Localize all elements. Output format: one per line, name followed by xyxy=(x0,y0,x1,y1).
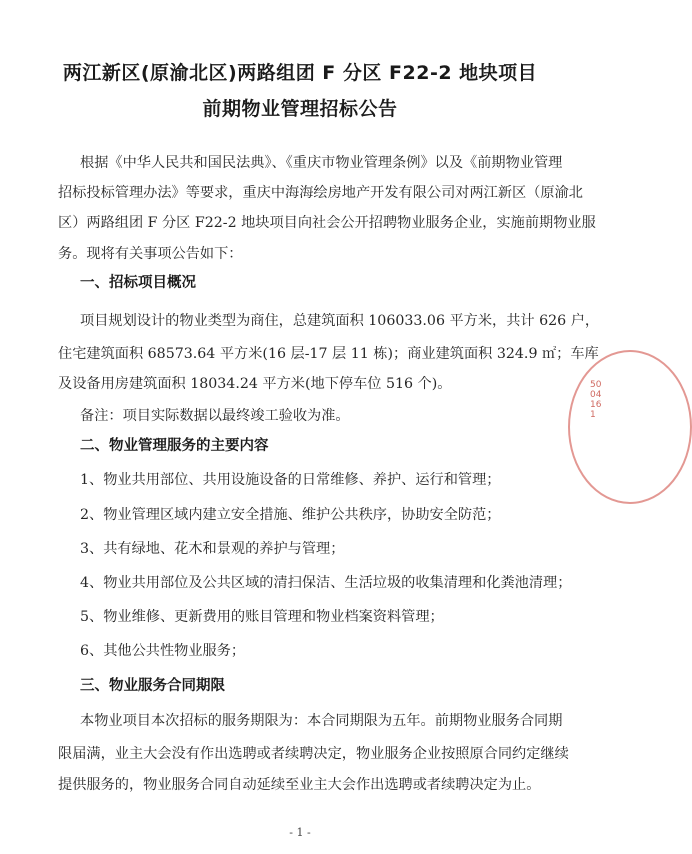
section-1-line-3: 及设备用房建筑面积 18034.24 平方米(地下停车位 516 个)。 xyxy=(58,376,452,392)
seal-stamp xyxy=(568,350,692,504)
section-1-line-1: 项目规划设计的物业类型为商住，总建筑面积 106033.06 平方米，共计 626 户， xyxy=(80,313,600,329)
section-3-line-3: 提供服务的，物业服务合同自动延续至业主大会作出选聘或者续聘决定为止。 xyxy=(58,777,541,793)
seal-stamp-text: 5004161 xyxy=(590,380,602,420)
service-item-2: 2、物业管理区域内建立安全措施、维护公共秩序，协助安全防范； xyxy=(80,507,501,523)
section-1-note: 备注：项目实际数据以最终竣工验收为准。 xyxy=(80,408,350,424)
section-1-heading: 一、招标项目概况 xyxy=(80,275,196,291)
section-3-heading: 三、物业服务合同期限 xyxy=(80,678,225,694)
service-item-6: 6、其他公共性物业服务； xyxy=(80,643,246,659)
service-item-3: 3、共有绿地、花木和景观的养护与管理； xyxy=(80,541,345,557)
section-2-heading: 二、物业管理服务的主要内容 xyxy=(80,438,269,454)
intro-line-2: 招标投标管理办法》等要求，重庆中海海绘房地产开发有限公司对两江新区（原渝北 xyxy=(58,185,583,201)
service-item-1: 1、物业共用部位、共用设施设备的日常维修、养护、运行和管理； xyxy=(80,472,501,488)
service-item-5: 5、物业维修、更新费用的账目管理和物业档案资料管理； xyxy=(80,609,444,625)
service-item-4: 4、物业共用部位及公共区域的清扫保洁、生活垃圾的收集清理和化粪池清理； xyxy=(80,575,572,591)
document-title-line-1: 两江新区(原渝北区)两路组团 F 分区 F22-2 地块项目 xyxy=(62,62,538,84)
document-title-line-2: 前期物业管理招标公告 xyxy=(202,98,398,120)
section-3-line-1: 本物业项目本次招标的服务期限为：本合同期限为五年。前期物业服务合同期 xyxy=(80,713,563,729)
section-1-line-2: 住宅建筑面积 68573.64 平方米(16 层-17 层 11 栋)；商业建筑面积 324.9 ㎡；车库 xyxy=(58,346,599,362)
page-number: - 1 - xyxy=(289,826,311,839)
intro-line-4: 务。现将有关事项公告如下： xyxy=(58,246,243,262)
intro-line-3: 区）两路组团 F 分区 F22-2 地块项目向社会公开招聘物业服务企业，实施前期物业服 xyxy=(58,215,596,231)
intro-line-1: 根据《中华人民共和国民法典》、《重庆市物业管理条例》以及《前期物业管理 xyxy=(80,155,563,171)
section-3-line-2: 限届满，业主大会没有作出选聘或者续聘决定，物业服务企业按照原合同约定继续 xyxy=(58,746,569,762)
